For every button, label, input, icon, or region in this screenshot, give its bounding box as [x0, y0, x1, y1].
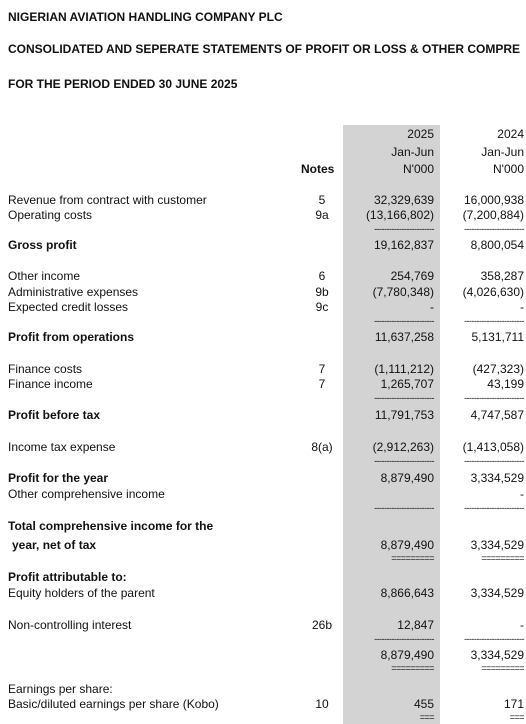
row-value-2025: (1,111,212): [374, 362, 434, 376]
col1-period: Jan-Jun: [391, 145, 434, 159]
notes-header: Notes: [301, 162, 335, 176]
row-note: 8(a): [311, 440, 333, 454]
company-name: NIGERIAN AVIATION HANDLING COMPANY PLC: [8, 10, 283, 24]
row-value-2025: (13,166,802): [365, 208, 434, 222]
dash-rule: ------------------------: [374, 503, 434, 513]
col2-unit: N'000: [493, 162, 524, 176]
row-label: Income tax expense: [8, 440, 116, 454]
row-value-2025: 8,879,490: [380, 471, 434, 485]
row-value-2025: 11,791,753: [374, 408, 434, 422]
dash-rule: ------------------------: [374, 393, 434, 403]
dash-rule: ------------------------: [464, 634, 524, 644]
row-label: Earnings per share:: [8, 682, 113, 696]
period-heading: FOR THE PERIOD ENDED 30 JUNE 2025: [8, 77, 238, 91]
row-value-2024: 5,131,711: [471, 330, 524, 344]
row-note: 10: [315, 697, 329, 711]
row-note: 7: [318, 377, 326, 391]
dash-rule: ------------------------: [464, 456, 524, 466]
row-label: Other comprehensive income: [8, 487, 165, 501]
row-value-2025: (7,780,348): [372, 285, 434, 299]
dash-rule: ------------------------: [374, 456, 434, 466]
row-value-2025: 32,329,639: [373, 193, 434, 207]
row-value-2024: (427,323): [472, 362, 524, 376]
row-value-2025: 11,637,258: [374, 330, 434, 344]
row-value-2024: (4,026,630): [462, 285, 524, 299]
row-label: Other income: [8, 269, 81, 283]
double-rule: ===: [419, 712, 434, 722]
double-rule: =========: [481, 553, 524, 563]
row-value-2024: 171: [503, 697, 524, 711]
row-label: Operating costs: [8, 208, 93, 222]
row-value-2024: 43,199: [487, 377, 524, 391]
row-label: Profit for the year: [8, 471, 109, 485]
dash-rule: ------------------------: [374, 634, 434, 644]
row-label: Equity holders of the parent: [8, 586, 155, 600]
double-rule: =========: [391, 553, 434, 563]
row-value-2024: (1,413,058): [462, 440, 524, 454]
double-rule: =========: [391, 663, 434, 673]
row-label: Finance income: [8, 377, 93, 391]
row-value-2024: 358,287: [480, 269, 524, 283]
row-label: Profit attributable to:: [8, 570, 127, 584]
row-value-2024: (7,200,884): [462, 208, 524, 222]
row-value-2024: 3,334,529: [470, 586, 524, 600]
row-value-2025: 12,847: [397, 618, 434, 632]
row-label: Expected credit losses: [8, 300, 129, 314]
statement-title: CONSOLIDATED AND SEPERATE STATEMENTS OF PROFIT OR LOSS & OTHER COMPRE: [8, 42, 521, 56]
row-value-2025: 19,162,837: [373, 238, 434, 252]
row-note: 5: [318, 193, 326, 207]
row-label: Basic/diluted earnings per share (Kobo): [8, 697, 219, 711]
row-note: 26b: [311, 618, 333, 632]
row-value-2024: 3,334,529: [470, 471, 524, 485]
row-label: Gross profit: [8, 238, 77, 252]
row-value-2025: -: [430, 300, 434, 314]
row-value-2024: 16,000,938: [463, 193, 524, 207]
row-value-2024: -: [520, 487, 524, 501]
dash-rule: ------------------------: [464, 316, 524, 326]
dash-rule: ------------------------: [374, 224, 434, 234]
row-value-2024: 8,800,054: [470, 238, 524, 252]
row-value-2025: 8,879,490: [380, 538, 434, 552]
row-label: Profit from operations: [8, 330, 135, 344]
double-rule: ===: [509, 712, 524, 722]
col2-period: Jan-Jun: [481, 145, 524, 159]
attributable-total-2024: 3,334,529: [470, 648, 524, 662]
dash-rule: ------------------------: [464, 224, 524, 234]
row-label: Finance costs: [8, 362, 83, 376]
row-value-2025: 1,265,707: [380, 377, 434, 391]
row-note: 9a: [315, 208, 329, 222]
attributable-total-2025: 8,879,490: [380, 648, 434, 662]
row-value-2024: 3,334,529: [470, 538, 524, 552]
dash-rule: ------------------------: [464, 503, 524, 513]
row-label: Administrative expenses: [8, 285, 139, 299]
dash-rule: ------------------------: [374, 316, 434, 326]
col1-unit: N'000: [403, 162, 434, 176]
row-note: 9b: [315, 285, 329, 299]
row-value-2024: -: [520, 300, 524, 314]
double-rule: =========: [481, 663, 524, 673]
col1-year: 2025: [407, 127, 434, 141]
row-label: Profit before tax: [8, 408, 101, 422]
row-label: Non-controlling interest: [8, 618, 132, 632]
dash-rule: ------------------------: [464, 393, 524, 403]
row-value-2024: 4,747,587: [470, 408, 524, 422]
row-value-2025: 455: [413, 697, 434, 711]
row-note: 7: [318, 362, 326, 376]
row-note: 9c: [315, 300, 329, 314]
row-note: 6: [318, 269, 326, 283]
row-value-2025: 254,769: [390, 269, 434, 283]
col2-year: 2024: [497, 127, 524, 141]
row-value-2025: (2,912,263): [372, 440, 434, 454]
row-label: Total comprehensive income for the: [8, 519, 214, 533]
row-label: year, net of tax: [12, 538, 97, 552]
row-value-2025: 8,866,643: [380, 586, 434, 600]
row-label: Revenue from contract with customer: [8, 193, 207, 207]
row-value-2024: -: [520, 618, 524, 632]
